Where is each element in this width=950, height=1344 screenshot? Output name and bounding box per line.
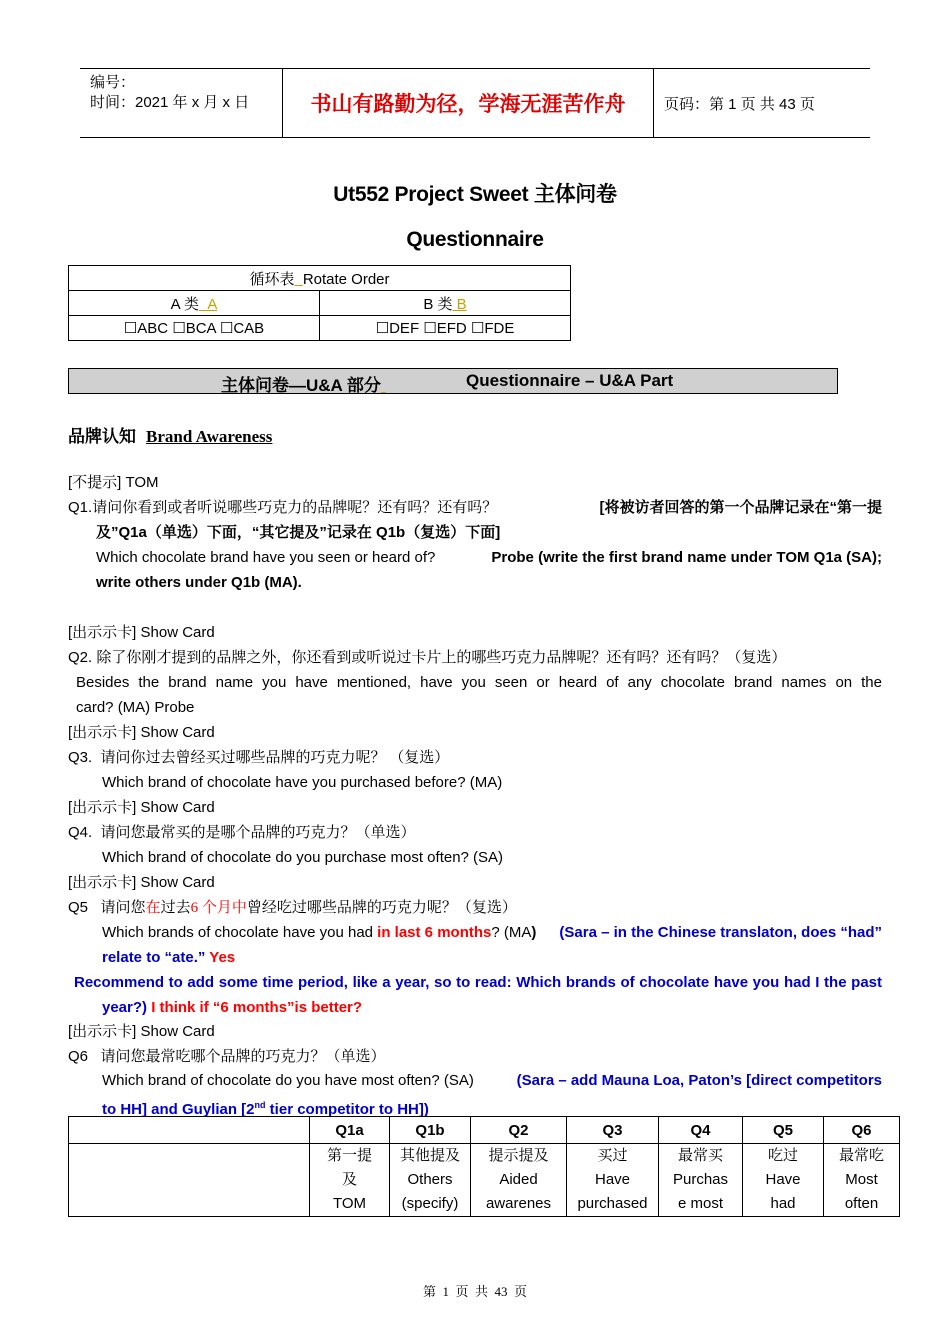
- table-header-cell: Q5: [743, 1117, 824, 1144]
- q5-comment-b: relate to “ate.” Yes: [102, 949, 236, 966]
- table-header-cell: Q2: [471, 1117, 567, 1144]
- group-b-value: B: [452, 295, 467, 313]
- table-cell-blank: [69, 1144, 310, 1217]
- tom-tag: [不提示] TOM: [68, 474, 159, 491]
- q1-text-en: Which chocolate brand have you seen or heard of?: [96, 549, 436, 566]
- q5-reply: I think if “6 months”is better?: [151, 999, 363, 1016]
- table-cell: 其他提及 Others (specify): [390, 1144, 471, 1217]
- table-cell: 最常买 Purchas e most: [659, 1144, 743, 1217]
- q3-line-cn: [68, 745, 449, 771]
- table-cell: 最常吃 Most often: [824, 1144, 900, 1217]
- q1-probe-a: Probe (write the first brand name under TOM Q1a (SA);: [491, 549, 882, 566]
- q5-comment-a: (Sara – in the Chinese translaton, does “had”: [559, 924, 882, 941]
- table-cell: 第一提 及 TOM: [310, 1144, 390, 1217]
- header-meta: [80, 69, 282, 137]
- document-subtitle: Questionnaire: [406, 228, 544, 251]
- section-band: [68, 368, 838, 394]
- q4-showcard: [出示示卡] Show Card: [68, 799, 215, 816]
- rotate-caption: [69, 266, 571, 291]
- q2-text-en-a: Besides the brand name you have mentioned, have you seen or heard of any chocolate brand names on the: [76, 674, 882, 691]
- q5-yes: Yes: [209, 949, 236, 966]
- table-header-row: [69, 1117, 900, 1144]
- q5-recommend: Recommend to add some time period, like a year, so to read: Which brands of chocolate have you had I the past: [74, 974, 882, 991]
- q6-line-en: [102, 1068, 882, 1093]
- band-en: Questionnaire – U&A Part: [466, 371, 674, 390]
- q6-comment-b: to HH] and Guylian [2nd tier competitor to HH]): [102, 1100, 429, 1118]
- q3-showcard: [出示示卡] Show Card: [68, 724, 215, 741]
- q4-line-cn: [68, 820, 416, 846]
- band-cn: 主体问卷—U&A 部分: [221, 376, 381, 395]
- q5-recommend-b: year?) I think if “6 months”is better?: [102, 999, 363, 1016]
- q1-instruction-a: [将被访者回答的第一个品牌记录在“第一提: [599, 499, 882, 516]
- table-header-cell: Q1a: [310, 1117, 390, 1144]
- q4-text-en: Which brand of chocolate do you purchase most often? (SA): [102, 849, 504, 866]
- document-title: Ut552 Project Sweet 主体问卷: [333, 183, 617, 206]
- section-heading-cn: 品牌认知: [68, 427, 136, 446]
- q5-red-period: 6 个月中: [190, 900, 247, 916]
- q6-text-cn: 请问您最常吃哪个品牌的巧克力？（单选）: [100, 1049, 386, 1065]
- code-label: 编号：: [90, 74, 136, 91]
- q2-showcard: [出示示卡] Show Card: [68, 624, 215, 641]
- time-label: 时间：2021 年 x 月 x 日: [90, 94, 250, 111]
- group-b-label: B 类: [423, 295, 453, 313]
- q5-showcard: [出示示卡] Show Card: [68, 874, 215, 891]
- q2-text-cn: 除了你刚才提到的品牌之外，你还看到或听说过卡片上的哪些巧克力品牌呢？还有吗？还有吗？（复选）: [96, 650, 787, 666]
- q1-probe-b: write others under Q1b (MA).: [96, 574, 302, 591]
- q1-instruction-b: 及”Q1a（单选）下面，“其它提及”记录在 Q1b（复选）下面]: [96, 524, 501, 541]
- q6-showcard: [出示示卡] Show Card: [68, 1023, 215, 1040]
- group-a-options[interactable]: ☐ABC ☐BCA ☐CAB: [69, 316, 320, 341]
- q4-number: Q4.: [68, 824, 93, 841]
- q2-line-cn: [68, 645, 786, 671]
- q1-text-cn: 请问你看到或者听说哪些巧克力的品牌呢？还有吗？还有吗？: [92, 500, 498, 516]
- q3-number: Q3.: [68, 749, 93, 766]
- table-cell: 吃过 Have had: [743, 1144, 824, 1217]
- group-a-cell: [69, 291, 320, 316]
- table-header-cell: Q3: [567, 1117, 659, 1144]
- rotate-caption-en: Rotate Order: [302, 270, 390, 288]
- rotate-order-table: [68, 265, 571, 341]
- section-heading: [68, 422, 272, 447]
- q6-comment-a: (Sara – add Mauna Loa, Paton’s [direct competitors: [516, 1072, 882, 1089]
- section-heading-en: Brand Awareness: [146, 427, 273, 446]
- group-a-value: A: [199, 295, 218, 313]
- header-page-info: 页码：第 1 页 共 43 页: [664, 95, 815, 113]
- brand-awareness-table: [68, 1116, 900, 1217]
- page-footer: 第 1 页 共 43 页: [422, 1284, 527, 1299]
- q6-number: Q6: [68, 1048, 89, 1065]
- q6-text-en: Which brand of chocolate do you have most often? (SA): [102, 1072, 474, 1089]
- table-header-cell: Q1b: [390, 1117, 471, 1144]
- table-cell: 买过 Have purchased: [567, 1144, 659, 1217]
- q5-number: Q5: [68, 899, 89, 916]
- header-motto: 书山有路勤为径，学海无涯苦作舟: [282, 69, 654, 137]
- q3-text-cn: 请问你过去曾经买过哪些品牌的巧克力呢？ （复选）: [100, 750, 450, 766]
- table-header-cell: Q6: [824, 1117, 900, 1144]
- q5-red-text: 在: [145, 900, 161, 916]
- q1-line-en: [96, 545, 882, 570]
- q2-number: Q2.: [68, 649, 93, 666]
- table-header-blank: [69, 1117, 310, 1144]
- q5-line-cn: Q5 请问您在过去6 个月中曾经吃过哪些品牌的巧克力呢？（复选）: [68, 899, 517, 916]
- rotate-caption-cn: 循环表: [249, 271, 295, 288]
- table-row: [69, 1144, 900, 1217]
- q1-number: Q1.: [68, 499, 93, 516]
- q2-text-en-b: card? (MA) Probe: [76, 699, 195, 716]
- q5-line-en: Which brands of chocolate have you had in last 6 months? (MA) (Sara – in the Chinese translaton, does “had”: [102, 920, 882, 945]
- table-header-cell: Q4: [659, 1117, 743, 1144]
- q6-line-cn: [68, 1044, 386, 1070]
- table-cell: 提示提及 Aided awarenes: [471, 1144, 567, 1217]
- group-b-options[interactable]: ☐DEF ☐EFD ☐FDE: [320, 316, 571, 341]
- group-b-cell: [320, 291, 571, 316]
- rotate-caption-blank: [294, 271, 302, 288]
- q3-text-en: Which brand of chocolate have you purchased before? (MA): [102, 774, 503, 791]
- page-header: [80, 68, 870, 138]
- q5-period-en: in last 6 months: [377, 924, 492, 941]
- q1-line1: [68, 495, 882, 521]
- group-a-label: A 类: [170, 295, 199, 313]
- q4-text-cn: 请问您最常买的是哪个品牌的巧克力？（单选）: [100, 825, 416, 841]
